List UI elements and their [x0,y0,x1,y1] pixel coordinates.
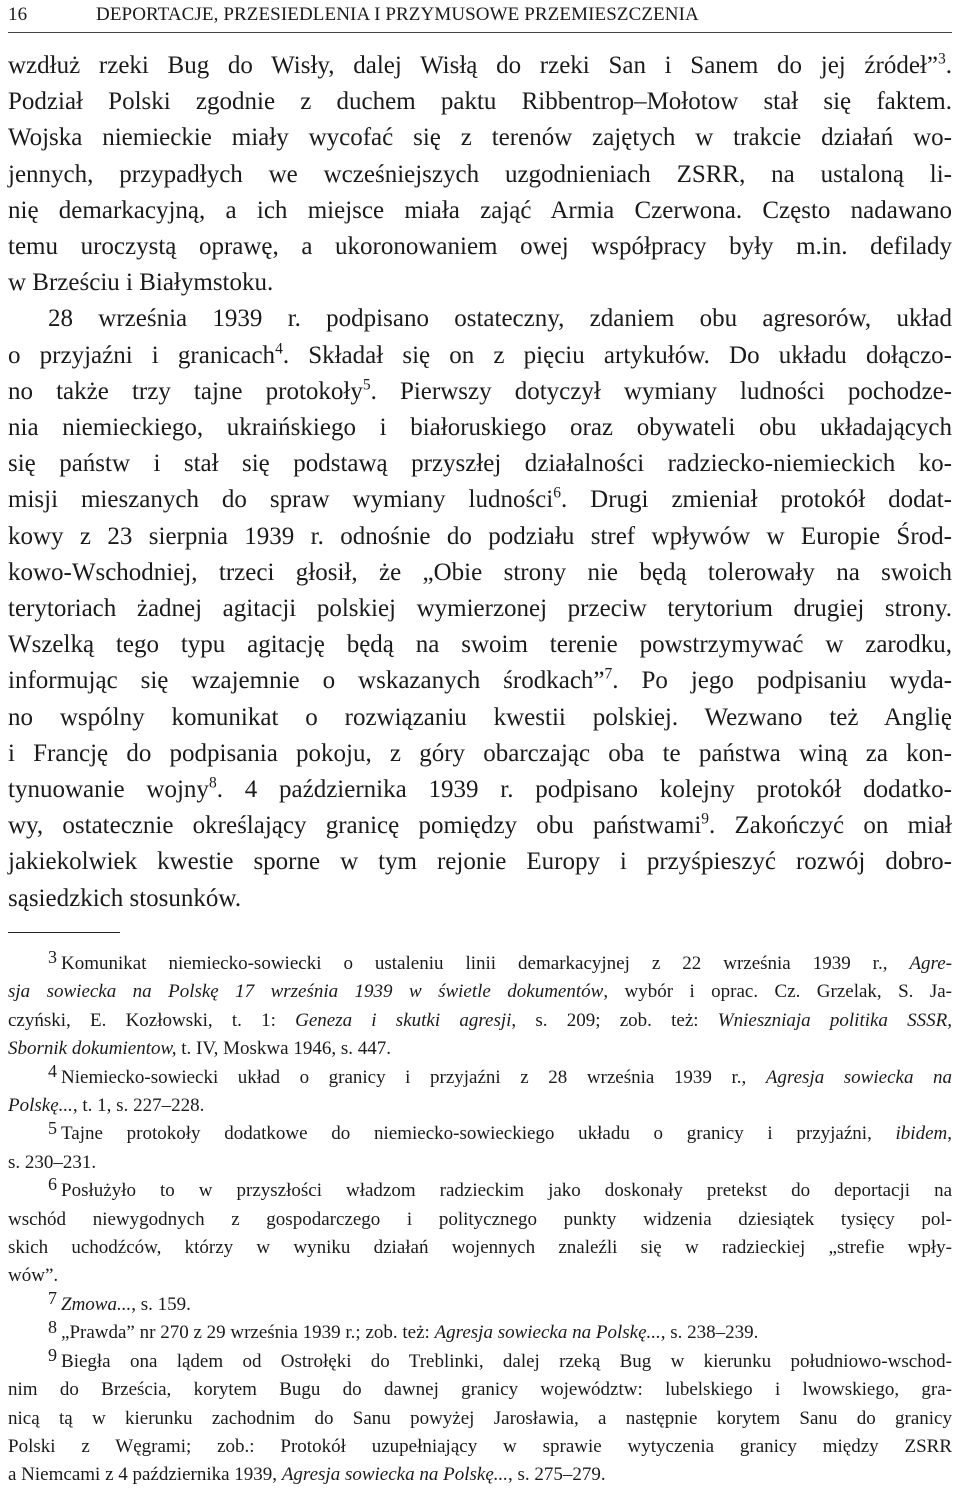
footnote-line [8,1174,952,1205]
footnote-text-run: wschód niewygodnych z gospodarczego i politycznego punkty widzenia dziesiątek tysięcy pol- [8,1208,952,1230]
body-line [8,410,952,446]
body-line [8,591,952,627]
body-text-run: się państw i stał się podstawą przyszłej działalności radziecko-niemieckich ko- [8,450,952,478]
footnote-line [8,1117,952,1148]
header-rule [8,32,952,33]
footnote-italic-run: Geneza i skutki agresji [295,1009,512,1031]
running-header [8,2,952,28]
footnote-italic-run: Polskę... [8,1095,73,1117]
body-text-run: o przyjaźni i granicach [8,341,276,369]
body-text-run: . Pierwszy dotyczył wymiany ludności pochodze- [370,377,952,405]
footnote-line [8,1344,952,1376]
footnote-text-run: , s. 275–279. [508,1464,606,1486]
footnote-text-run: t. IV, Moskwa 1946, s. 447. [176,1038,391,1060]
body-line [8,193,952,229]
body-text-run: misji mieszanych do spraw wymiany ludności [8,486,554,514]
footnote-text-run: , s. 159. [131,1293,191,1315]
body-text-run: . Po jego podpisaniu wyda- [612,667,952,695]
footnote-separator [8,932,120,933]
body-text-run: jakiekolwiek kwestie sporne w tym rejonie Europy i przyśpieszyć rozwój dobro- [8,848,952,876]
footnote-line [8,1405,952,1433]
body-text-run: . [945,52,952,79]
footnote-italic-run: sja sowiecka na Polskę 17 września 1939 w świetle dokumentów [8,981,604,1003]
footnote-line [8,1288,952,1319]
footnote-line [8,1316,952,1347]
body-text-run: Podział Polski zgodnie z duchem paktu Ribbentrop–Mołotow stał się faktem. [8,88,952,116]
body-text-run: kowy z 23 sierpnia 1939 r. odnośnie do podziału stref wpływów w Europie Środ- [8,522,952,550]
footnote-text-run: czyński, E. Kozłowski, t. 1: [8,1009,296,1031]
footnote-text-run: , s. 238–239. [660,1322,759,1344]
footnote-line [8,1035,952,1063]
footnote-reference: 4 [275,340,283,358]
body-text-run: temu uroczystą oprawę, a ukoronowaniem owej współpracy były m.in. defilady [8,233,952,261]
footnote-line [8,1149,952,1177]
footnote-mark: 6 [48,1174,58,1195]
footnote-line [8,1433,952,1461]
footnote-mark: 7 [48,1288,58,1309]
body-text-run: . 4 października 1939 r. podpisano kolejny protokół dodatko- [216,776,952,804]
body-line [8,808,952,844]
body-line [8,446,952,482]
footnote-text-run: wów”. [8,1265,59,1287]
footnote-mark: 4 [48,1060,58,1081]
footnote-line [8,1461,952,1489]
footnote-line [8,1262,952,1290]
running-title: DEPORTACJE, PRZESIEDLENIA I PRZYMUSOWE PRZEMIESZCZENIA [96,4,699,25]
body-text-run: tynuowanie wojny [8,776,209,804]
footnote-italic-run: ibidem [895,1123,948,1145]
body-line [8,482,952,518]
body-line [8,265,952,301]
footnote-italic-run: Wnieszniaja politika SSSR, [717,1009,953,1031]
footnote-reference: 5 [362,376,371,394]
body-line [8,120,952,156]
body-line [8,844,952,880]
page-number: 16 [8,4,28,25]
footnote-text-run: nim do Brześcia, korytem Bugu do dawnej granicy województw: lubelskiego i lwowskiego, gra- [8,1379,952,1401]
footnote-reference: 6 [553,484,561,502]
footnote-reference: 3 [938,50,946,68]
footnote-text-run: Posłużyło to w przyszłości władzom radzieckim jako doskonały pretekst do deportacji na [61,1180,952,1202]
body-text-run: terytoriach żadnej agitacji polskiej wymierzonej przeciw terytorium drugiej strony. [8,595,952,623]
footnote-italic-run: Agre- [909,953,952,974]
footnote-mark: 5 [48,1117,58,1138]
footnote-reference: 7 [604,665,613,683]
body-text-run: nia niemieckiego, ukraińskiego i białoruskiego oraz obywateli obu układających [8,414,952,442]
footnote-line [8,1007,952,1035]
body-text-run: sąsiedzkich stosunków. [8,884,242,912]
body-text-run: Wszelką tego typu agitację będą na swoim terenie powstrzymywać w zarodku, [8,631,952,659]
body-text-run: . Drugi zmieniał protokół dodat- [560,486,953,514]
body-line [8,229,952,265]
footnote-text-run: , wybór i oprac. Cz. Grzelak, S. Ja- [603,981,952,1003]
body-line [8,338,952,374]
footnote-line [8,978,952,1006]
body-text [8,48,952,917]
footnote-italic-run: Zmowa... [61,1293,132,1315]
footnotes [8,947,953,1490]
body-line [8,157,952,193]
body-text-run: nię demarkacyjną, a ich miejsce miała zająć Armia Czerwona. Często nadawano [8,196,952,224]
footnote-mark: 9 [48,1344,58,1365]
footnote-text-run: Tajne protokoły dodatkowe do niemiecko-sowieckiego układu o granicy i przyjaźni, [61,1123,896,1145]
footnote-italic-run: Agresja sowiecka na [765,1066,953,1088]
body-line [8,48,952,84]
footnote-text-run: Polski z Węgrami; zob.: Protokół uzupełniający w sprawie wytyczenia granicy między ZSRR [8,1435,952,1457]
footnote-italic-run: Agresja sowiecka na Polskę... [434,1322,661,1344]
footnote-text-run: s. 230–231. [8,1151,97,1173]
body-text-run: 28 września 1939 r. podpisano ostateczny, zdaniem obu agresorów, układ [48,305,952,333]
body-text-run: no wspólny komunikat o rozwiązaniu kwestii polskiej. Wezwano też Anglię [8,703,952,731]
footnote-text-run: a Niemcami z 4 października 1939, [8,1464,282,1486]
footnote-text-run: „Prawda” nr 270 z 29 września 1939 r.; zob. też: [61,1322,435,1344]
footnote-italic-run: Agresja sowiecka na Polskę... [281,1464,509,1486]
footnote-text-run: nicą tą w kierunku zachodnim do Sanu powyżej Jarosławia, a następnie korytem Sanu do granicy [8,1407,952,1429]
body-text-run: Wojska niemieckie miały wycofać się z terenów zajętych w trakcie działań wo- [8,124,952,152]
footnote-italic-run: Sbornik dokumientow, [8,1038,177,1060]
body-line [8,700,952,736]
body-text-run: i Francję do podpisania pokoju, z góry obarczając oba te państwa winą za kon- [8,739,952,767]
footnote-line [8,1376,952,1404]
body-line [8,301,952,337]
body-line [8,84,952,120]
footnote-mark: 3 [48,947,58,968]
footnote-text-run: Niemiecko-sowiecki układ o granicy i przyjaźni z 28 września 1939 r., [61,1066,766,1088]
body-text-run: wzdłuż rzeki Bug do Wisły, dalej Wisłą do rzeki San i Sanem do jej źródeł” [8,52,938,79]
body-text-run: kowo-Wschodniej, trzeci głosił, że „Obie strony nie będą tolerowały na swoich [8,558,952,586]
footnote-line [8,1092,952,1120]
footnote-mark: 8 [48,1316,58,1337]
footnote-text-run: , [947,1123,952,1145]
footnote-reference: 8 [208,774,217,792]
body-text-run: w Brześciu i Białymstoku. [8,269,274,297]
body-line [8,772,952,808]
body-line [8,736,952,772]
footnote-line [8,947,952,978]
footnote-text-run: Komunikat niemiecko-sowiecki o ustaleniu linii demarkacyjnej z 22 września 1939 r., [61,953,910,974]
body-text-run: no także trzy tajne protokoły [8,377,363,405]
footnote-text-run: Biegła ona lądem od Ostrołęki do Treblinki, dalej rzeką Bug w kierunku południowo-wschod- [61,1350,952,1372]
body-line [8,555,952,591]
body-line [8,881,952,917]
footnote-reference: 9 [701,810,710,828]
body-line [8,627,952,663]
body-text-run: . Składał się on z pięciu artykułów. Do układu dołączo- [282,341,952,369]
body-text-run: informując się wzajemnie o wskazanych środkach” [8,667,605,695]
body-line [8,374,952,410]
footnote-text-run: , s. 209; zob. też: [511,1009,718,1031]
footnote-line [8,1234,952,1262]
body-text-run: jennych, przypadłych we wcześniejszych uzgodnieniach ZSRR, na ustaloną li- [8,160,952,188]
footnote-text-run: , t. 1, s. 227–228. [72,1095,205,1117]
footnote-text-run: skich uchodźców, którzy w wyniku działań wojennych znaleźli się w radzieckiej „strefie wpły- [8,1237,952,1259]
body-line [8,519,952,555]
body-text-run: . Zakończyć on miał [709,812,953,840]
body-text-run: wy, ostatecznie określający granicę pomiędzy obu państwami [8,812,702,840]
body-line [8,663,952,699]
footnote-line [8,1060,953,1092]
footnote-line [8,1206,952,1234]
